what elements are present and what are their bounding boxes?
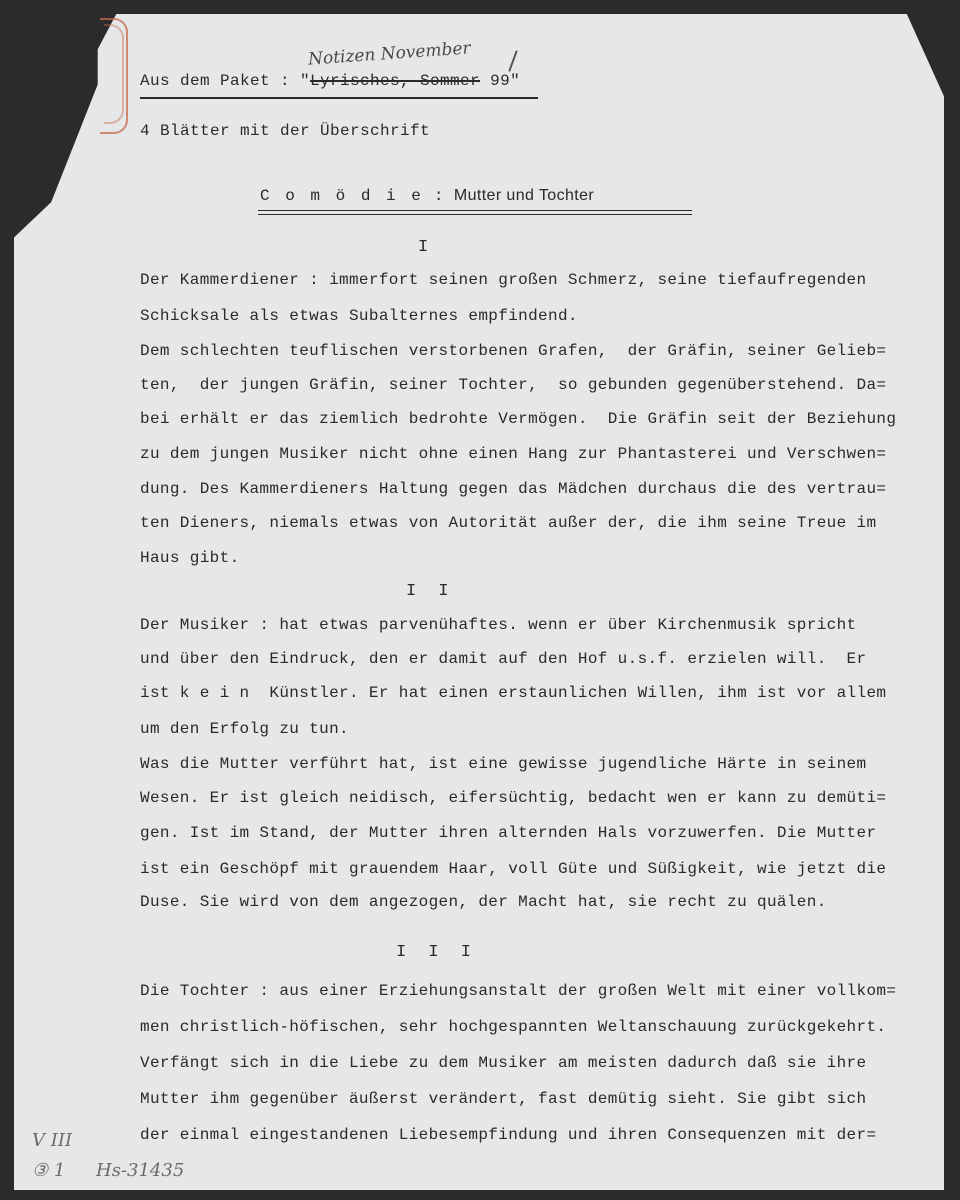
header-line (140, 72, 520, 90)
title-underline-2 (258, 214, 692, 215)
section-2-line: ist k e i n Künstler. Er hat einen erstaunlichen Willen, ihm ist vor allem (140, 684, 887, 702)
section-2-line: um den Erfolg zu tun. (140, 720, 349, 738)
archive-volume-mark: V III (32, 1130, 73, 1151)
title-rest: Mutter und Tochter (453, 187, 595, 204)
archive-signature: Hs-31435 (96, 1160, 185, 1181)
handwritten-note: Notizen November (307, 38, 472, 70)
section-3-line: Mutter ihm gegenüber äußerst verändert, fast demütig sieht. Sie gibt sich (140, 1090, 867, 1108)
header-prefix: Aus dem Paket : " (140, 72, 311, 90)
section-1-line: Schicksale als etwas Subalternes empfindend. (140, 307, 578, 325)
archive-item-mark: ③ 1 (32, 1160, 66, 1181)
section-1-line: bei erhält er das ziemlich bedrohte Vermögen. Die Gräfin seit der Beziehung (140, 410, 897, 428)
subtitle: 4 Blätter mit der Überschrift (140, 122, 431, 140)
section-2-line: Der Musiker : hat etwas parvenühaftes. wenn er über Kirchenmusik spricht (140, 616, 857, 634)
section-1-line: ten Dieners, niemals etwas von Autorität außer der, die ihm seine Treue im (140, 514, 877, 532)
section-1-line: zu dem jungen Musiker nicht ohne einen Hang zur Phantasterei und Verschwen= (140, 445, 887, 463)
section-2-line: und über den Eindruck, den er damit auf den Hof u.s.f. erzielen will. Er (140, 650, 867, 668)
section-1-line: Haus gibt. (140, 549, 240, 567)
section-3-line: men christlich-höfischen, sehr hochgespannten Weltanschauung zurückgekehrt. (140, 1018, 887, 1036)
section-2-line: Wesen. Er ist gleich neidisch, eifersüchtig, bedacht wen er kann zu demüti= (140, 789, 887, 807)
header-struck-text: Lyrisches, Sommer (310, 72, 481, 90)
section-3-line: Die Tochter : aus einer Erziehungsanstalt der großen Welt mit einer vollkom= (140, 982, 897, 1000)
title-line (260, 187, 594, 205)
title-separator: : (423, 187, 454, 205)
section-1-line: ten, der jungen Gräfin, seiner Tochter, so gebunden gegenüberstehend. Da= (140, 376, 887, 394)
section-2-line: ist ein Geschöpf mit grauendem Haar, voll Güte und Süßigkeit, wie jetzt die (140, 860, 887, 878)
header-underline (140, 97, 538, 99)
section-1-line: Dem schlechten teuflischen verstorbenen Grafen, der Gräfin, seiner Gelieb= (140, 342, 887, 360)
section-1-line: dung. Des Kammerdieners Haltung gegen das Mädchen durchaus die des vertrau= (140, 480, 887, 498)
title-spaced: C o m ö d i e (260, 187, 424, 205)
section-2-line: Duse. Sie wird von dem angezogen, der Macht hat, sie recht zu quälen. (140, 893, 827, 911)
section-3-line: Verfängt sich in die Liebe zu dem Musiker am meisten dadurch daß sie ihre (140, 1054, 867, 1072)
title-underline-1 (258, 210, 692, 211)
section-1-numeral: I (418, 238, 435, 257)
section-1-line: Der Kammerdiener : immerfort seinen großen Schmerz, seine tiefaufregenden (140, 271, 867, 289)
section-3-line: der einmal eingestandenen Liebesempfindung und ihren Consequenzen mit der= (140, 1126, 877, 1144)
section-3-numeral: I I I (396, 943, 478, 962)
section-2-line: Was die Mutter verführt hat, ist eine gewisse jugendliche Härte in seinem (140, 755, 867, 773)
header-suffix: 99" (480, 72, 521, 90)
section-2-numeral: I I (406, 582, 455, 601)
section-2-line: gen. Ist im Stand, der Mutter ihren alternden Hals vorzuwerfen. Die Mutter (140, 824, 877, 842)
paperclip-rust-mark-inner (104, 24, 124, 124)
